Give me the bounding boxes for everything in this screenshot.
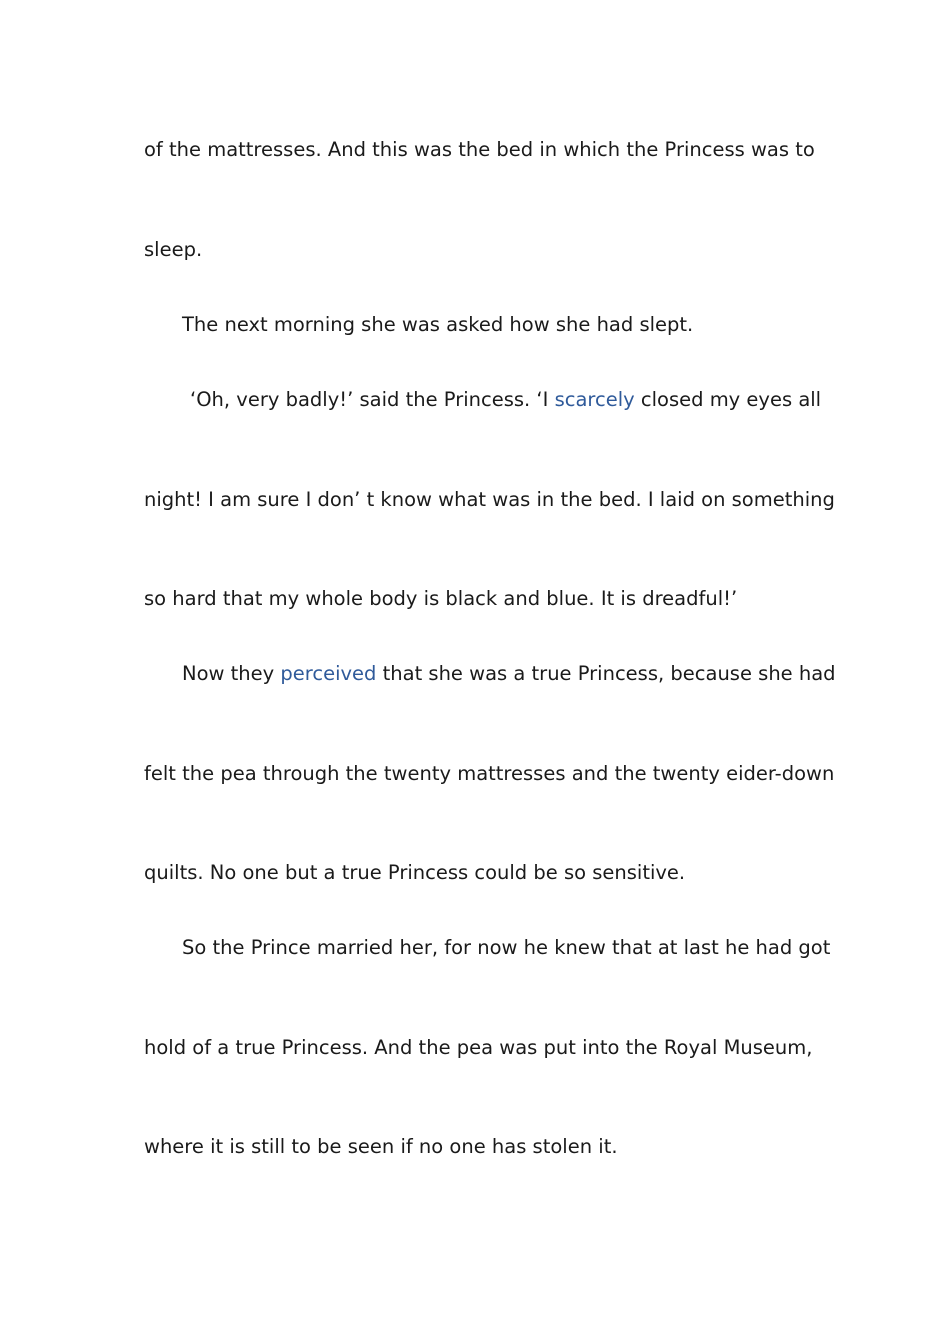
text-line (190, 387, 822, 413)
text-line (182, 661, 836, 687)
text-line: of the mattresses. And this was the bed in which the Princess was to (144, 138, 815, 161)
text-span: that she was a true Princess, because she had (376, 662, 836, 685)
text-line: where it is still to be seen if no one has stolen it. (144, 1135, 618, 1158)
text-line: felt the pea through the twenty mattresses and the twenty eider-down (144, 762, 835, 785)
text-line: night! I am sure I don’ t know what was in the bed. I laid on something (144, 488, 835, 511)
vocabulary-word-scarcely: scarcely (554, 388, 635, 411)
vocabulary-word-perceived: perceived (280, 662, 377, 685)
text-line: hold of a true Princess. And the pea was put into the Royal Museum, (144, 1036, 813, 1059)
text-line: sleep. (144, 238, 203, 261)
text-line: So the Prince married her, for now he knew that at last he had got (182, 936, 831, 959)
text-span: Now they (182, 662, 281, 685)
text-line: quilts. No one but a true Princess could be so sensitive. (144, 861, 686, 884)
text-span: ‘Oh, very badly!’ said the Princess. ‘I (190, 388, 555, 411)
text-span: closed my eyes all (634, 388, 822, 411)
text-line: The next morning she was asked how she had slept. (182, 313, 694, 336)
text-line: so hard that my whole body is black and blue. It is dreadful!’ (144, 587, 738, 610)
